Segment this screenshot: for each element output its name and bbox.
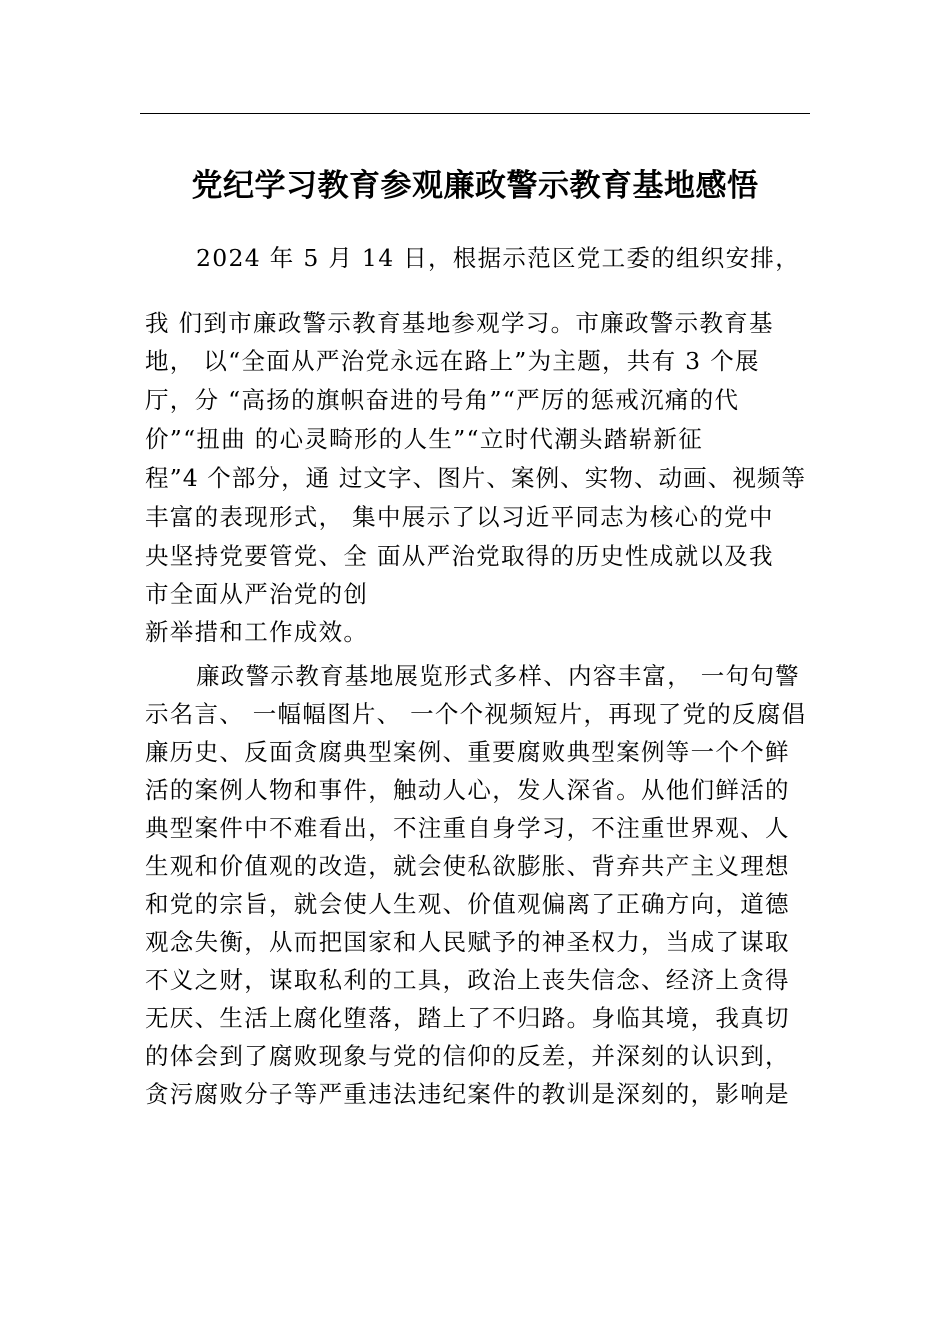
paragraph-line: 程”4 个部分，通 过文字、图片、案例、实物、动画、视频等 xyxy=(145,464,807,492)
paragraph-line: 观念失衡，从而把国家和人民赋予的神圣权力，当成了谋取 xyxy=(145,928,790,956)
paragraph-line: 示名言、 一幅幅图片、 一个个视频短片，再现了党的反腐倡 xyxy=(145,700,807,728)
paragraph-line: 央坚持党要管党、全 面从严治党取得的历史性成就以及我 xyxy=(145,542,774,570)
paragraph-line: 价”“扭曲 的心灵畸形的人生”“立时代潮头踏崭新征 xyxy=(145,425,704,453)
paragraph-line: 贪污腐败分子等严重违法违纪案件的教训是深刻的，影响是 xyxy=(145,1080,790,1108)
paragraph-line: 典型案件中不难看出，不注重自身学习，不注重世界观、人 xyxy=(145,814,790,842)
paragraph-line: 新举措和工作成效。 xyxy=(145,618,369,646)
paragraph-line: 市全面从严治党的创 xyxy=(145,580,369,608)
paragraph-line: 地， 以“全面从严治党永远在路上”为主题，共有 3 个展 xyxy=(145,347,760,375)
paragraph-line: 我 们到市廉政警示教育基地参观学习。市廉政警示教育基 xyxy=(145,309,774,337)
paragraph-line: 和党的宗旨，就会使人生观、价值观偏离了正确方向，道德 xyxy=(145,890,790,918)
paragraph-line: 活的案例人物和事件，触动人心，发人深省。从他们鲜活的 xyxy=(145,776,790,804)
document-title: 党纪学习教育参观廉政警示教育基地感悟 xyxy=(191,168,759,204)
paragraph-line: 2024 年 5 月 14 日，根据示范区党工委的组织安排， xyxy=(196,244,801,272)
paragraph-line: 丰富的表现形式， 集中展示了以习近平同志为核心的党中 xyxy=(145,503,774,531)
paragraph-line: 厅，分 “高扬的旗帜奋进的号角”“严厉的惩戒沉痛的代 xyxy=(145,386,740,414)
paragraph-line: 生观和价值观的改造，就会使私欲膨胀、背弃共产主义理想 xyxy=(145,852,790,880)
paragraph-line: 廉政警示教育基地展览形式多样、内容丰富， 一句句警 xyxy=(196,662,800,690)
paragraph-line: 不义之财，谋取私利的工具，政治上丧失信念、经济上贪得 xyxy=(145,966,790,994)
paragraph-line: 的体会到了腐败现象与党的信仰的反差，并深刻的认识到， xyxy=(145,1042,790,1070)
paragraph-line: 无厌、生活上腐化堕落，踏上了不归路。身临其境，我真切 xyxy=(145,1004,790,1032)
header-rule xyxy=(140,113,810,114)
paragraph-line: 廉历史、反面贪腐典型案例、重要腐败典型案例等一个个鲜 xyxy=(145,738,790,766)
